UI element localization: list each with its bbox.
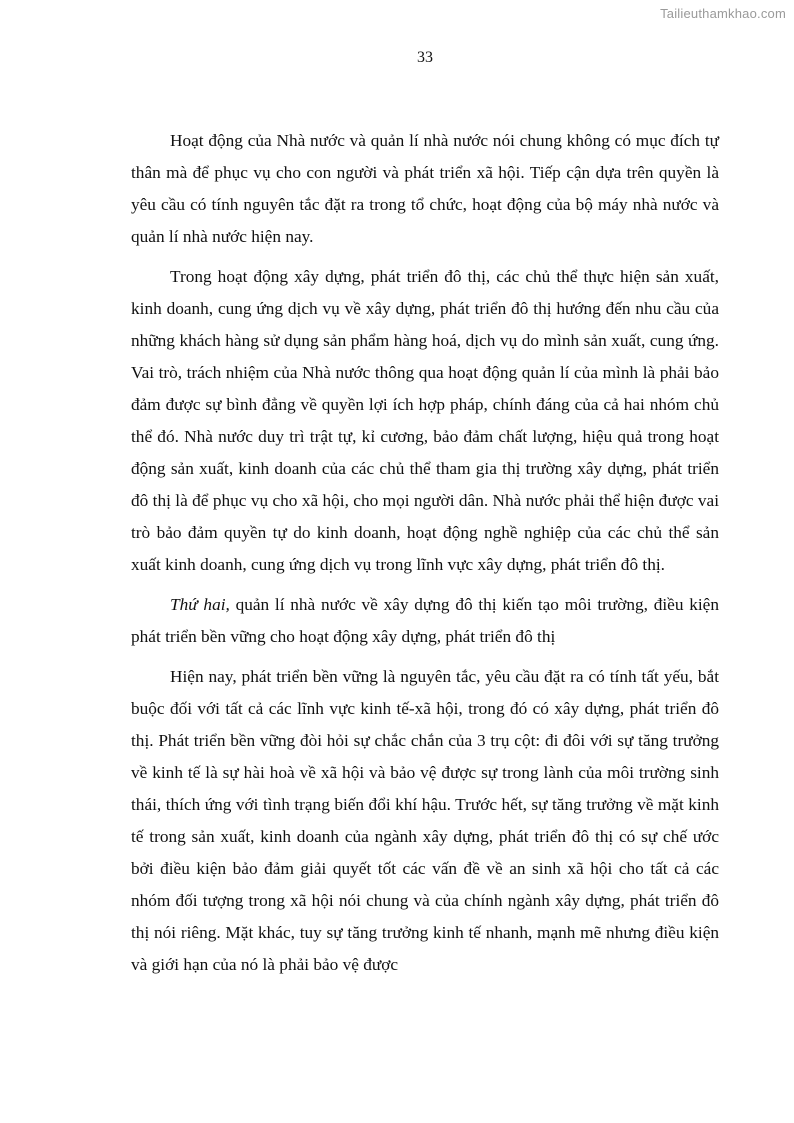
paragraph: Hiện nay, phát triển bền vững là nguyên tắc, yêu cầu đặt ra có tính tất yếu, bắt buộc đối với tất cả các lĩnh vực kinh tế-xã hội, trong đó có xây dựng, phát triển đô thị. Phát triển bền vững đòi hỏi sự chắc chắn của 3 trụ cột: đi đôi với sự tăng trưởng về kinh tế là sự hài hoà về xã hội và bảo vệ được sự trong lành của môi trường sinh thái, thích ứng với tình trạng biến đổi khí hậu. Trước hết, sự tăng trưởng về mặt kinh tế trong sản xuất, kinh doanh của ngành xây dựng, phát triển đô thị có sự chế ước bởi điều kiện bảo đảm giải quyết tốt các vấn đề về an sinh xã hội cho tất cả các nhóm đối tượng trong xã hội nói chung và của chính ngành xây dựng, phát triển đô thị nói riêng. Mặt khác, tuy sự tăng trưởng kinh tế nhanh, mạnh mẽ nhưng điều kiện và giới hạn của nó là phải bảo vệ được (131, 667, 719, 974)
paragraph: Trong hoạt động xây dựng, phát triển đô thị, các chủ thể thực hiện sản xuất, kinh doanh, cung ứng dịch vụ về xây dựng, phát triển đô thị hướng đến nhu cầu của những khách hàng sử dụng sản phẩm hàng hoá, dịch vụ do mình sản xuất, cung ứng. Vai trò, trách nhiệm của Nhà nước thông qua hoạt động quản lí của mình là phải bảo đảm được sự bình đẳng về quyền lợi ích hợp pháp, chính đáng của cả hai nhóm chủ thể đó. Nhà nước duy trì trật tự, kỉ cương, bảo đảm chất lượng, hiệu quả trong hoạt động sản xuất, kinh doanh của các chủ thể tham gia thị trường xây dựng, phát triển đô thị là để phục vụ cho xã hội, cho mọi người dân. Nhà nước phải thể hiện được vai trò bảo đảm quyền tự do kinh doanh, hoạt động nghề nghiệp của các chủ thể sản xuất kinh doanh, cung ứng dịch vụ trong lĩnh vực xây dựng, phát triển đô thị. (131, 267, 719, 574)
paragraph-text: quản lí nhà nước về xây dựng đô thị kiến tạo môi trường, điều kiện phát triển bền vững cho hoạt động xây dựng, phát triển đô thị (131, 595, 719, 646)
watermark: Tailieuthamkhao.com (660, 6, 786, 21)
paragraph (131, 589, 719, 653)
paragraph-lead-in: Thứ hai, (170, 595, 230, 614)
paragraph: Hoạt động của Nhà nước và quản lí nhà nước nói chung không có mục đích tự thân mà để phục vụ cho con người và phát triển xã hội. Tiếp cận dựa trên quyền là yêu cầu có tính nguyên tắc đặt ra trong tổ chức, hoạt động của bộ máy nhà nước và quản lí nhà nước hiện nay. (131, 131, 719, 246)
page-number: 33 (417, 49, 433, 66)
document-body (131, 125, 719, 981)
